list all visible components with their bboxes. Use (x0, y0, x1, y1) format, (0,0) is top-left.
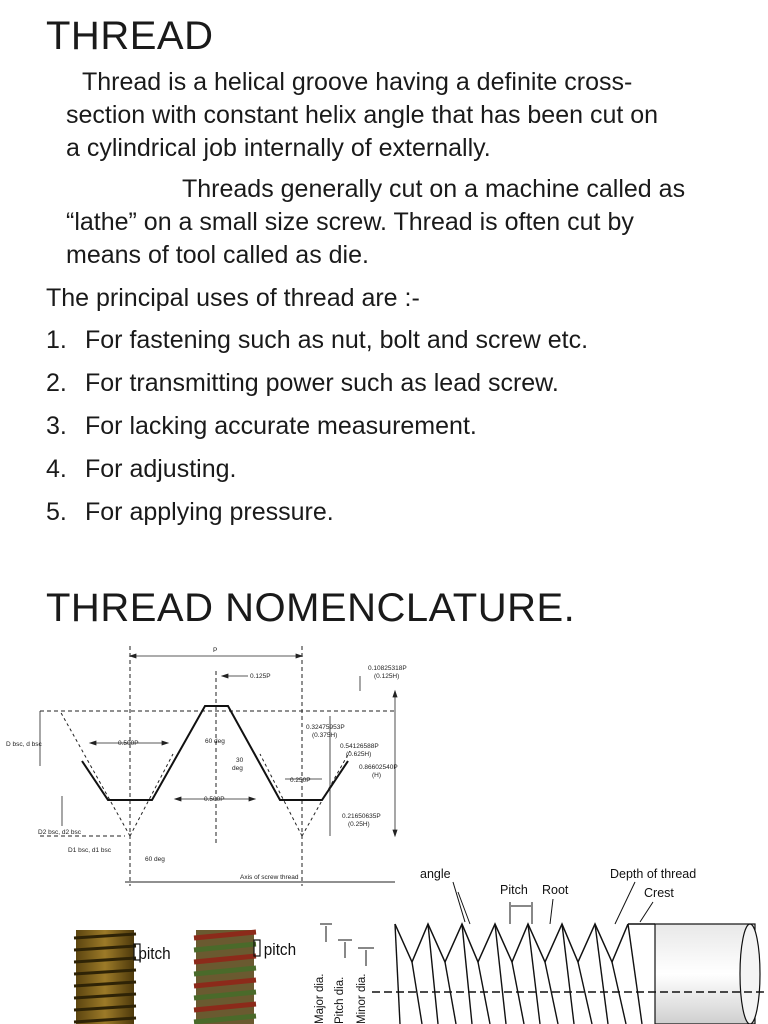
list-item (46, 496, 334, 529)
pitch-label: Pitch (500, 883, 528, 897)
pitch-label: pitch (263, 940, 297, 960)
pitch-dia-label: Pitch dia. (334, 976, 346, 1024)
diagram-label: Axis of screw thread (240, 874, 299, 881)
diagram-label: (0.125H) (374, 673, 400, 680)
list-number: 5. (46, 498, 67, 526)
angle-label: angle (420, 867, 451, 881)
section-title-nomenclature: THREAD NOMENCLATURE. (46, 586, 576, 630)
depth-label: Depth of thread (610, 867, 697, 881)
minor-dia-label: Minor dia. (356, 973, 368, 1024)
diagram-label: (0.375H) (312, 732, 338, 739)
diagram-label: D bsc, d bsc (6, 741, 42, 748)
threaded-rod-double-start (190, 928, 310, 1024)
thread-profile-diagram (0, 636, 430, 896)
diagram-label: 0.250P (290, 777, 311, 784)
diagram-label: deg (232, 765, 243, 772)
list-number: 2. (46, 369, 67, 397)
list-item (46, 367, 559, 400)
diagram-label: 0.32475953P (306, 724, 345, 731)
uses-intro: The principal uses of thread are :- (46, 284, 420, 312)
list-text: For adjusting. (85, 455, 237, 483)
list-text: For applying pressure. (85, 498, 334, 526)
diagram-label: D2 bsc, d2 bsc (38, 829, 81, 836)
major-dia-label: Major dia. (314, 973, 326, 1024)
list-item (46, 324, 588, 357)
list-text: For fastening such as nut, bolt and screw etc. (85, 326, 589, 354)
diagram-label: 0.54126588P (340, 743, 379, 750)
diagram-label: (H) (372, 772, 382, 779)
paragraph-line: a cylindrical job internally of externally. (66, 134, 491, 162)
list-number: 3. (46, 412, 67, 440)
list-text: For lacking accurate measurement. (85, 412, 477, 440)
paragraph-line: “lathe” on a small size screw. Thread is often cut by (66, 208, 634, 236)
paragraph-line: Threads generally cut on a machine called as (182, 175, 686, 203)
diagram-label: 0.10825318P (368, 665, 407, 672)
paragraph-line: means of tool called as die. (66, 241, 369, 269)
threaded-rod-olive (70, 930, 190, 1024)
diagram-label: 0.125P (250, 673, 271, 680)
list-text: For transmitting power such as lead screw. (85, 369, 559, 397)
list-number: 4. (46, 455, 67, 483)
diagram-label: 60 deg (145, 856, 165, 863)
paragraph-line: section with constant helix angle that has been cut on (66, 101, 659, 129)
screw-thread-diagram (310, 862, 768, 1024)
root-label: Root (542, 883, 569, 897)
diagram-label: 30 (236, 757, 244, 764)
diagram-label: 0.500P (204, 796, 225, 803)
crest-label: Crest (644, 886, 674, 900)
diagram-label: 0.500P (118, 740, 139, 747)
paragraph-line: Thread is a helical groove having a definite cross- (82, 68, 633, 96)
section-title-thread: THREAD (46, 14, 214, 58)
diagram-label: D1 bsc, d1 bsc (68, 847, 111, 854)
diagram-label: 0.21650635P (342, 813, 381, 820)
list-item (46, 453, 236, 486)
list-item (46, 410, 477, 443)
list-number: 1. (46, 326, 67, 354)
diagram-label: (0.25H) (348, 821, 370, 828)
diagram-label: 60 deg (205, 738, 225, 745)
pitch-label: pitch (138, 944, 171, 964)
thread-profile-line (82, 706, 348, 800)
diagram-label: 0.86602540P (359, 764, 398, 771)
diagram-label: P (213, 647, 218, 654)
diagram-label: (0.625H) (346, 751, 372, 758)
